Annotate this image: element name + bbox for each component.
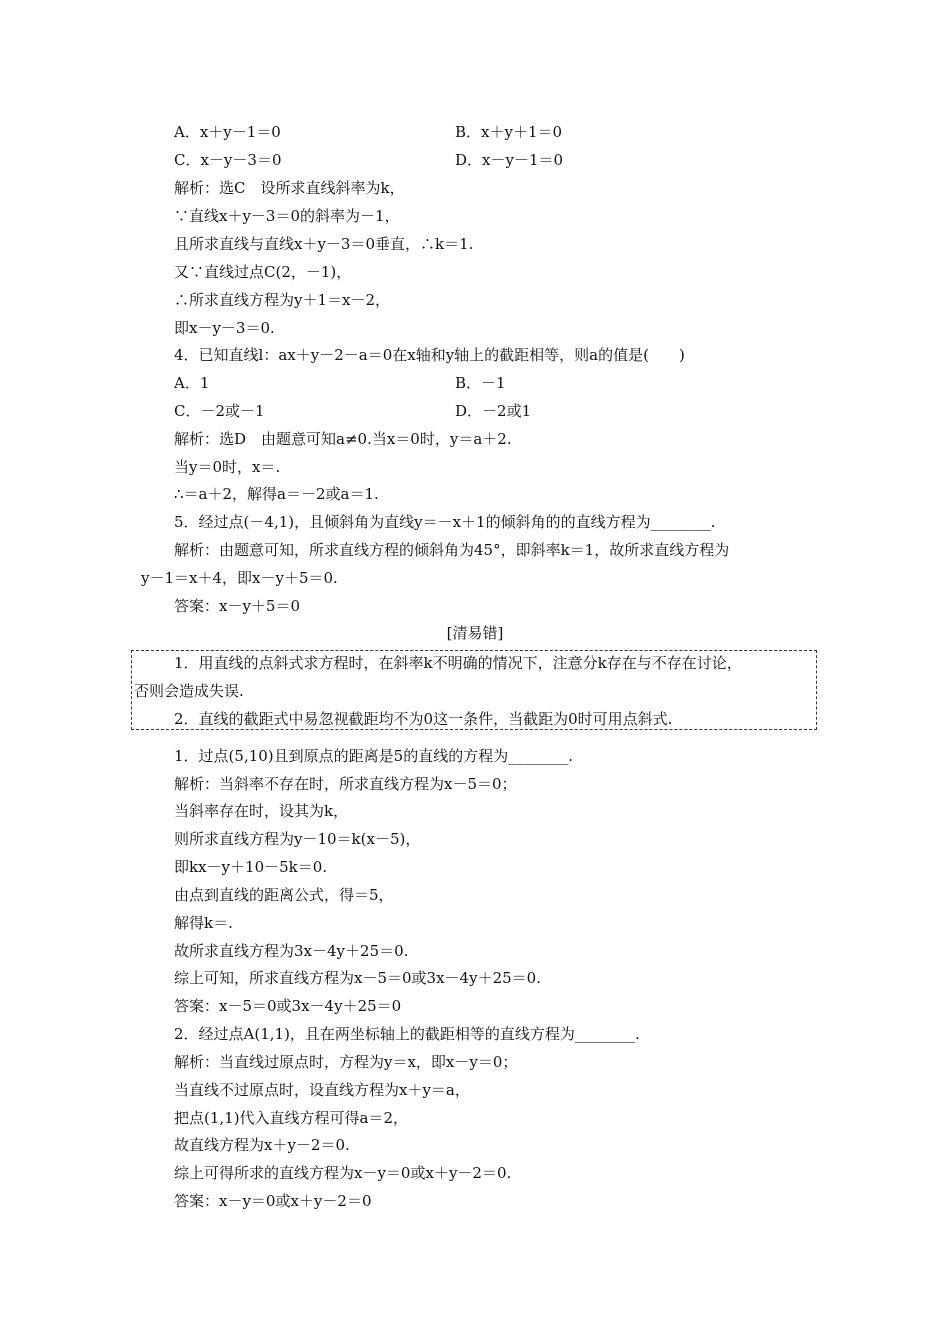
answer-line: 答案：x－y＋5＝0 xyxy=(174,597,301,615)
option-b: B．－1 xyxy=(455,374,506,392)
section-title: [清易错] xyxy=(446,624,504,642)
solution-line: 解析：由题意可知，所求直线方程的倾斜角为45°，即斜率k＝1，故所求直线方程为 xyxy=(174,541,730,559)
solution-line: ∴所求直线方程为y＋1＝x－2， xyxy=(174,291,391,309)
option-b: B．x＋y＋1＝0 xyxy=(455,123,563,141)
solution-line: 即kx－y＋10－5k＝0. xyxy=(174,858,328,876)
question-5-stem: 5．经过点(－4,1)，且倾斜角为直线y＝－x＋1的倾斜角的的直线方程为________. xyxy=(174,513,716,531)
solution-line: ∴＝a＋2，解得a＝－2或a＝1. xyxy=(174,485,379,503)
question-4-stem: 4．已知直线l：ax＋y－2－a＝0在x轴和y轴上的截距相等，则a的值是( ) xyxy=(174,346,685,364)
tips-box xyxy=(131,650,817,730)
solution-line: 综上可得所求的直线方程为x－y＝0或x＋y－2＝0. xyxy=(174,1164,512,1182)
solution-line: 解得k＝. xyxy=(174,914,233,932)
solution-line: y－1＝x＋4，即x－y＋5＝0. xyxy=(141,569,338,587)
answer-line: 答案：x－5＝0或3x－4y＋25＝0 xyxy=(174,997,402,1015)
solution-line: 解析：当直线过原点时，方程为y＝x，即x－y＝0； xyxy=(174,1053,518,1071)
option-c: C．x－y－3＝0 xyxy=(174,151,282,169)
option-a: A．1 xyxy=(174,374,210,392)
solution-line: ∵直线x＋y－3＝0的斜率为－1， xyxy=(174,207,400,225)
option-d: D．－2或1 xyxy=(455,402,532,420)
solution-line: 当斜率存在时，设其为k， xyxy=(174,802,349,820)
solution-line: 解析：选D 由题意可知a≠0.当x＝0时，y＝a＋2. xyxy=(174,430,512,448)
solution-line: 则所求直线方程为y－10＝k(x－5)， xyxy=(174,830,421,848)
solution-line: 当y＝0时，x＝. xyxy=(174,458,281,476)
solution-line: 综上可知，所求直线方程为x－5＝0或3x－4y＋25＝0. xyxy=(174,969,541,987)
practice-1-stem: 1．过点(5,10)且到原点的距离是5的直线的方程为________. xyxy=(174,747,573,765)
answer-line: 答案：x－y＝0或x＋y－2＝0 xyxy=(174,1192,372,1210)
solution-line: 又∵直线过点C(2，－1)， xyxy=(174,263,352,281)
practice-2-stem: 2．经过点A(1,1)，且在两坐标轴上的截距相等的直线方程为________. xyxy=(174,1025,640,1043)
solution-line: 且所求直线与直线x＋y－3＝0垂直，∴k＝1. xyxy=(174,235,474,253)
solution-line: 解析：选C 设所求直线斜率为k， xyxy=(174,179,405,197)
solution-line: 即x－y－3＝0. xyxy=(174,319,275,337)
tip-1-continued: 否则会造成失误. xyxy=(134,682,244,700)
solution-line: 由点到直线的距离公式，得＝5， xyxy=(174,886,394,904)
option-a: A．x＋y－1＝0 xyxy=(174,123,281,141)
option-c: C．－2或－1 xyxy=(174,402,265,420)
tip-2: 2．直线的截距式中易忽视截距均不为0这一条件，当截距为0时可用点斜式. xyxy=(174,710,673,728)
solution-line: 把点(1,1)代入直线方程可得a＝2， xyxy=(174,1109,409,1127)
option-d: D．x－y－1＝0 xyxy=(455,151,564,169)
tip-1: 1．用直线的点斜式求方程时，在斜率k不明确的情况下，注意分k存在与不存在讨论， xyxy=(174,654,742,672)
solution-line: 解析：当斜率不存在时，所求直线方程为x－5＝0； xyxy=(174,775,517,793)
solution-line: 故直线方程为x＋y－2＝0. xyxy=(174,1136,350,1154)
solution-line: 故所求直线方程为3x－4y＋25＝0. xyxy=(174,942,409,960)
solution-line: 当直线不过原点时，设直线方程为x＋y＝a， xyxy=(174,1081,470,1099)
